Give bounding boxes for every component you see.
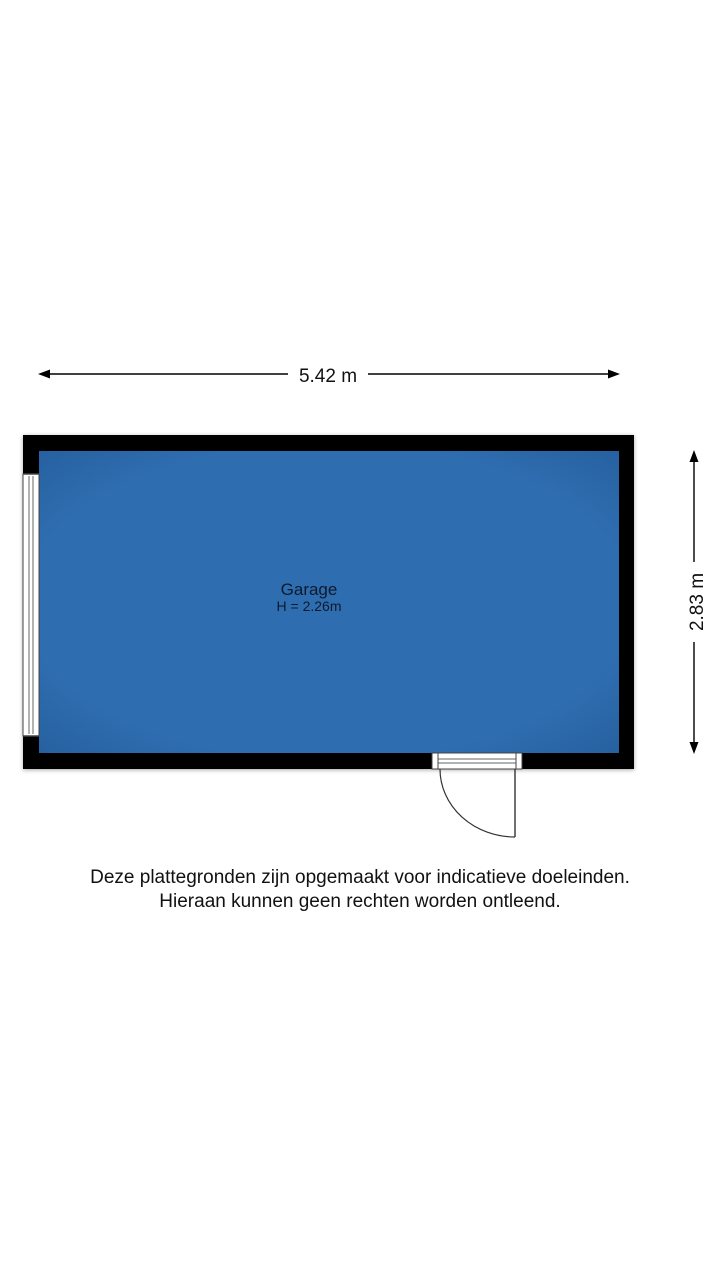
arrow-down-icon <box>690 742 699 754</box>
arrow-left-icon <box>38 370 50 379</box>
door-bottom-wall <box>432 753 522 837</box>
depth-label: 2.83 m <box>687 572 708 632</box>
door-swing-arc <box>440 769 515 837</box>
arrow-right-icon <box>608 370 620 379</box>
depth-dimension <box>687 450 708 754</box>
room-height: H = 2.26m <box>276 598 342 614</box>
window-left-wall <box>23 474 39 736</box>
width-label: 5.42 m <box>298 366 358 387</box>
disclaimer <box>0 866 720 914</box>
width-dimension <box>38 366 620 387</box>
disclaimer-line-2: Hieraan kunnen geen rechten worden ontleend. <box>159 891 561 912</box>
arrow-up-icon <box>690 450 699 462</box>
disclaimer-line-1: Deze plattegronden zijn opgemaakt voor indicatieve doeleinden. <box>90 867 630 888</box>
room-name: Garage <box>280 580 338 599</box>
